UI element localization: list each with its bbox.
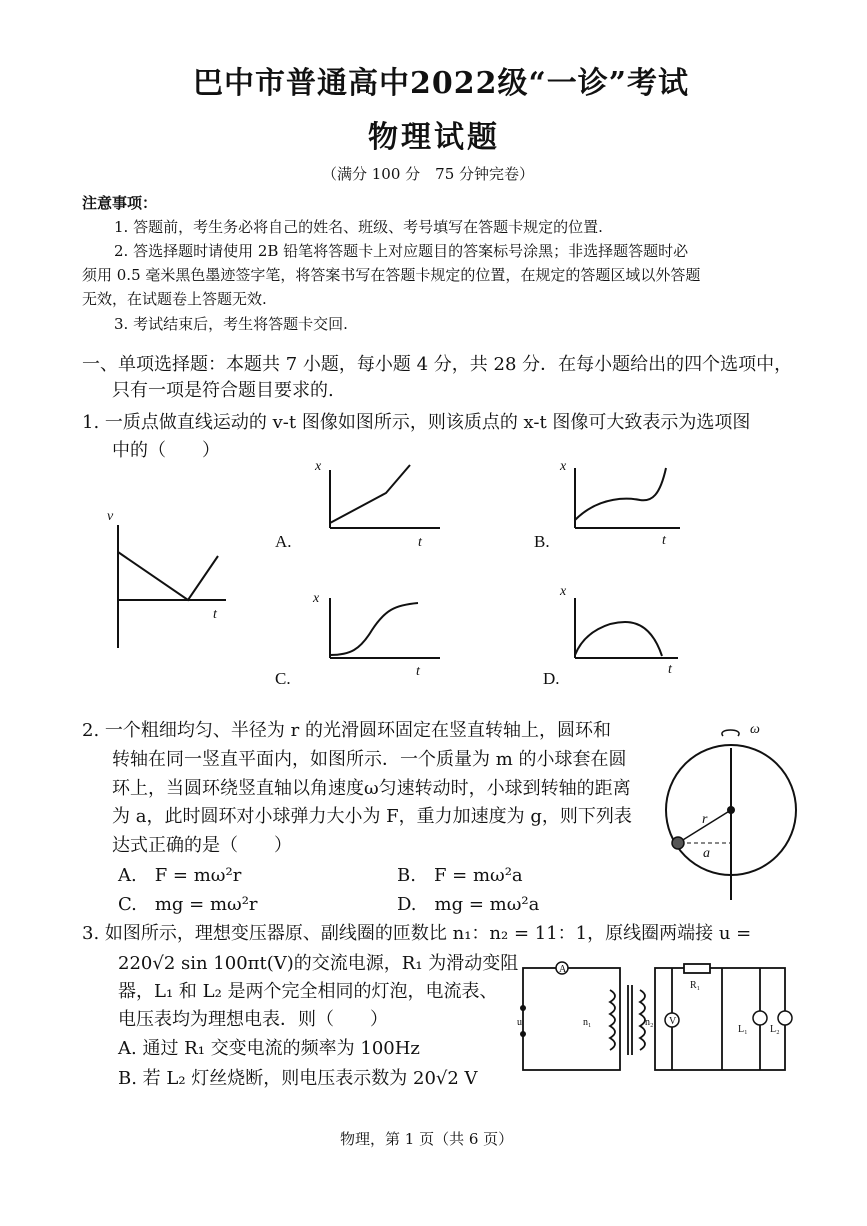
rheostat-r1 xyxy=(684,964,710,973)
lamp-l1-icon xyxy=(753,1011,767,1025)
graph-d-t: t xyxy=(668,662,672,677)
q3-stem-line4: 电压表均为理想电表．则（ ） xyxy=(118,1009,388,1030)
n2-label: n₂ xyxy=(645,1017,654,1028)
q2-stem-line2: 转轴在同一竖直平面内，如图所示．一个质量为 m 的小球套在圆 xyxy=(112,749,627,770)
ammeter-label: A xyxy=(559,964,567,975)
source-label: u xyxy=(517,1017,522,1028)
notice-item-2-line1: 2. 答选择题时请使用 2B 铅笔将答题卡上对应题目的答案标号涂黑；非选择题答题时必 xyxy=(114,242,689,260)
voltmeter-label: V xyxy=(669,1016,677,1027)
q2-stem-line5: 达式正确的是（ ） xyxy=(112,835,292,856)
l2-label: L₂ xyxy=(770,1024,780,1035)
vt-curve xyxy=(118,552,218,600)
fig-omega-label: ω xyxy=(750,722,760,737)
graph-c-curve xyxy=(330,603,418,655)
q3-stem-line2: 220√2 sin 100πt(V)的交流电源，R₁ 为滑动变阻 xyxy=(118,953,519,974)
graph-a-x: x xyxy=(315,459,322,474)
option-a-label: A. xyxy=(275,532,292,551)
source-terminal-bottom xyxy=(520,1031,526,1037)
l1-label: L₁ xyxy=(738,1024,748,1035)
graph-b-curve xyxy=(575,468,666,520)
r1-label: R₁ xyxy=(690,980,701,991)
notice-item-1: 1. 答题前，考生务必将自己的姓名、班级、考号填写在答题卡规定的位置. xyxy=(114,218,603,236)
exam-title: 巴中市普通高中2022级“一诊”考试 xyxy=(193,66,690,101)
source-terminal-top xyxy=(520,1005,526,1011)
notice-item-3: 3. 考试结束后，考生将答题卡交回. xyxy=(114,315,348,333)
q2-option-a: A. F = mω²r xyxy=(118,865,242,886)
q2-stem-line1: 2. 一个粗细均匀、半径为 r 的光滑圆环固定在竖直转轴上，圆环和 xyxy=(82,720,611,741)
ring-center xyxy=(727,806,735,814)
subject-title: 物理试题 xyxy=(368,120,500,155)
option-b-label: B. xyxy=(534,532,550,551)
q1-stem-line2: 中的（ ） xyxy=(112,440,220,461)
notice-item-2-line3: 无效，在试题卷上答题无效. xyxy=(82,290,267,308)
vt-label-t: t xyxy=(213,607,217,622)
option-c-label: C. xyxy=(275,669,291,688)
omega-arrow xyxy=(722,730,739,736)
graph-b-t: t xyxy=(662,533,666,548)
ring-figure xyxy=(666,730,796,900)
q3-stem-line3: 器，L₁ 和 L₂ 是两个完全相同的灯泡，电流表、 xyxy=(118,981,498,1002)
graph-option-d xyxy=(575,598,678,658)
q2-option-d: D. mg = mω²a xyxy=(397,894,540,915)
q2-stem-line3: 环上，当圆环绕竖直轴以角速度ω匀速转动时，小球到转轴的距离 xyxy=(112,778,631,799)
ball xyxy=(672,837,684,849)
circuit-figure xyxy=(523,964,785,1070)
graph-option-c xyxy=(330,598,440,658)
graph-option-a xyxy=(330,465,440,528)
primary-coil xyxy=(610,990,615,1050)
exam-meta: （满分 100 分 75 分钟完卷） xyxy=(322,165,535,183)
graph-option-b xyxy=(575,468,680,528)
graph-b-x: x xyxy=(560,459,567,474)
notice-heading: 注意事项： xyxy=(82,194,158,212)
q2-option-b: B. F = mω²a xyxy=(397,865,523,886)
page-footer: 物理，第 1 页（共 6 页） xyxy=(340,1130,514,1148)
fig-a-label: a xyxy=(703,846,710,861)
fig-r-label: r xyxy=(702,812,708,827)
section-heading: 一、单项选择题：本题共 7 小题，每小题 4 分，共 28 分．在每小题给出的四个选项中， xyxy=(82,354,793,375)
lamp-l2-icon xyxy=(778,1011,792,1025)
graph-a-t: t xyxy=(418,535,422,550)
q3-option-a: A. 通过 R₁ 交变电流的频率为 100Hz xyxy=(118,1038,420,1059)
q1-stem-line1: 1. 一质点做直线运动的 v-t 图像如图所示，则该质点的 x-t 图像可大致表示为选项图 xyxy=(82,412,751,433)
q2-stem-line4: 为 a，此时圆环对小球弹力大小为 F，重力加速度为 g，则下列表 xyxy=(112,806,632,827)
graph-c-x: x xyxy=(313,591,320,606)
vt-graph xyxy=(118,525,226,648)
graph-d-x: x xyxy=(560,584,567,599)
graph-c-t: t xyxy=(416,664,420,679)
n1-label: n₁ xyxy=(583,1017,592,1028)
vt-label-v: v xyxy=(107,509,114,524)
graph-a-curve xyxy=(330,465,410,523)
graph-d-curve xyxy=(575,622,662,656)
section-note: 只有一项是符合题目要求的. xyxy=(112,380,334,401)
option-d-label: D. xyxy=(543,669,560,688)
q3-stem-line1: 3. 如图所示，理想变压器原、副线圈的匝数比 n₁：n₂ = 11：1，原线圈两端接 u = xyxy=(82,923,752,944)
q2-option-c: C. mg = mω²r xyxy=(118,894,258,915)
q3-option-b: B. 若 L₂ 灯丝烧断，则电压表示数为 20√2 V xyxy=(118,1068,478,1089)
notice-item-2-line2: 须用 0.5 毫米黑色墨迹签字笔，将答案书写在答题卡规定的位置，在规定的答题区域以外答题 xyxy=(82,266,701,284)
